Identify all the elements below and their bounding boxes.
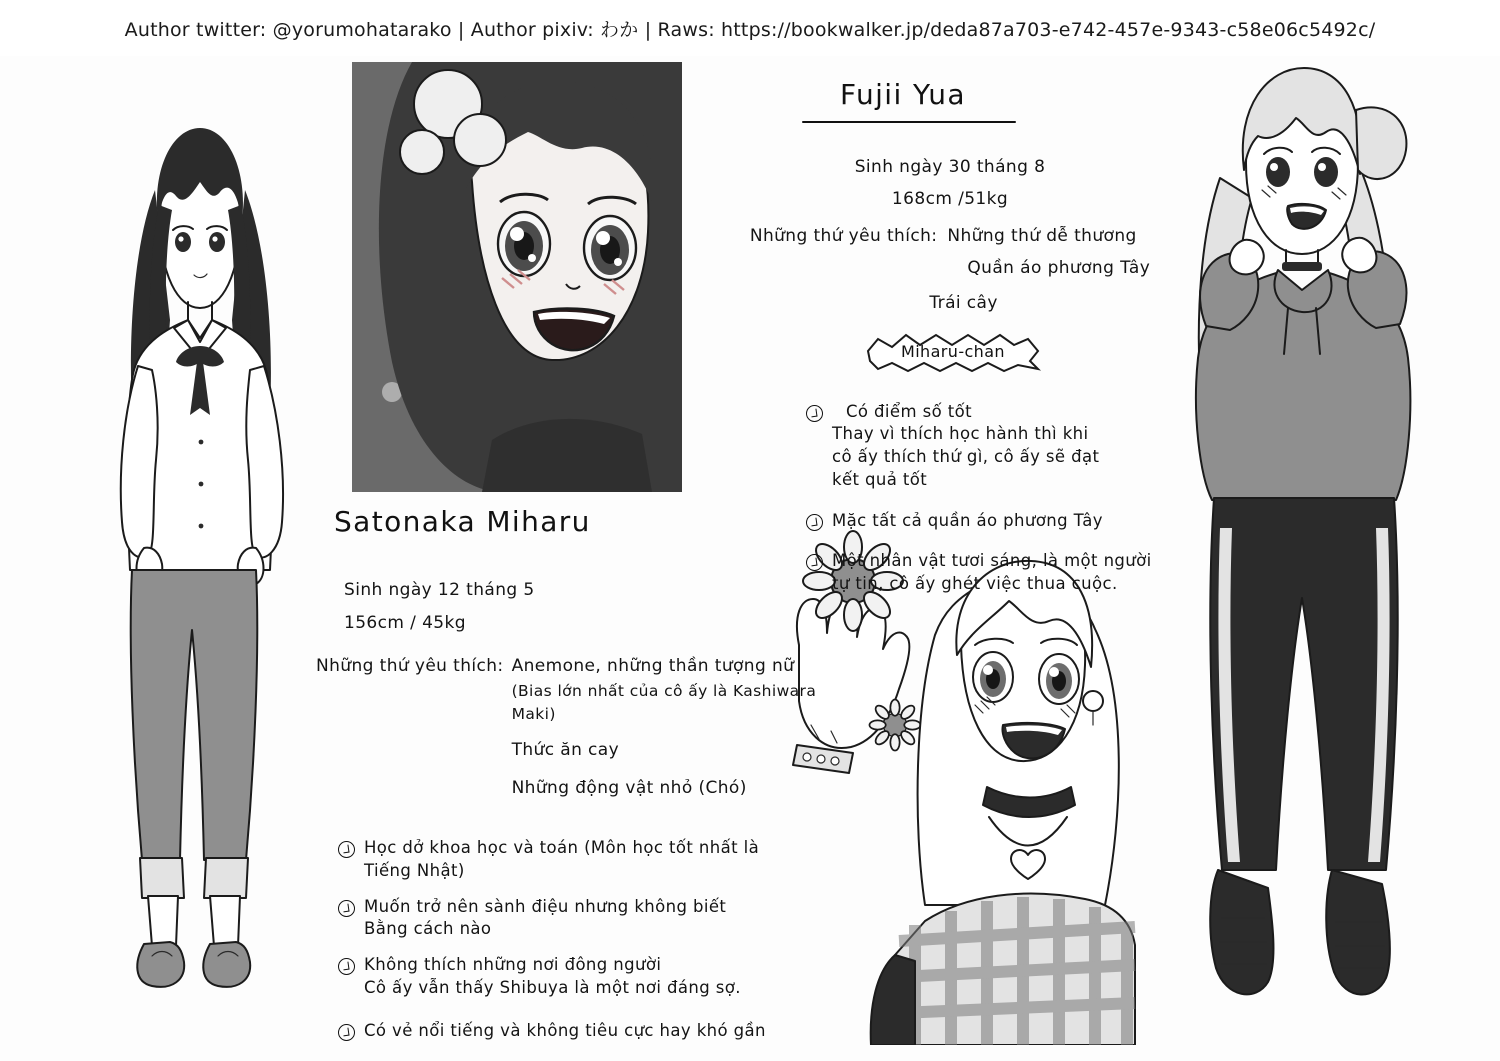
yua-note-2-line-0: Một nhân vật tươi sáng, là một người	[832, 551, 1152, 571]
check-circle-icon	[806, 514, 823, 531]
list-item	[338, 896, 786, 942]
miharu-note-1-line-1: Bằng cách nào	[364, 919, 492, 939]
miharu-like-0: Anemone, những thần tượng nữ	[511, 656, 795, 676]
miharu-like-3: Thức ăn cay	[511, 740, 620, 760]
yua-notes-list	[806, 401, 1160, 596]
miharu-note-0-line-0: Học dở khoa học và toán (Môn học tốt nhất là	[364, 838, 760, 857]
miharu-birthday: Sinh ngày 12 tháng 5	[344, 580, 535, 600]
speech-bubble-text: Miharu-chan	[901, 341, 1005, 361]
miharu-like-4: Những động vật nhỏ (Chó)	[511, 777, 747, 798]
miharu-note-1-line-0: Muốn trở nên sành điệu nhưng không biết	[364, 896, 727, 916]
artwork-yua-full-body	[1160, 58, 1480, 1048]
yua-birthday: Sinh ngày 30 tháng 8	[854, 157, 1046, 177]
list-item	[806, 550, 1160, 596]
yua-note-0-line-0: Có điểm số tốt	[846, 401, 972, 421]
list-item	[338, 1020, 786, 1043]
yua-like-1: Quần áo phương Tây	[967, 257, 1151, 278]
list-item	[806, 401, 1160, 492]
miharu-note-2-line-1: Cô ấy vẫn thấy Shibuya là một nơi đáng sợ.	[364, 977, 741, 997]
yua-like-2: Trái cây	[929, 293, 998, 313]
credit-text: Author twitter: @yorumohatarako | Author pixiv: わか | Raws: https://bookwalker.jp/deda87a703-e742-457e-9343-c58e06c5492c/	[124, 18, 1376, 41]
miharu-note-2-line-0: Không thích những nơi đông người	[364, 955, 662, 975]
speech-bubble-miharu-chan	[858, 331, 1048, 373]
check-circle-icon	[338, 900, 355, 917]
list-item	[806, 510, 1160, 533]
miharu-like-1: (Bias lớn nhất của cô ấy là Kashiwara	[511, 681, 817, 700]
miharu-like-2: Maki)	[511, 704, 556, 723]
check-circle-icon	[806, 405, 823, 422]
miharu-likes-label: Những thứ yêu thích:	[316, 656, 504, 676]
miharu-note-3-line-0: Có vẻ nổi tiếng và không tiêu cực hay khó gần	[364, 1020, 766, 1040]
yua-note-0-line-1: Thay vì thích học hành thì khi	[832, 424, 1089, 444]
check-circle-icon	[806, 554, 823, 571]
name-underline-yua	[802, 121, 1016, 123]
character-name-yua: Fujii Yua	[840, 78, 966, 111]
yua-note-0-line-3: kết quả tốt	[832, 469, 928, 489]
yua-note-1-line-0: Mặc tất cả quần áo phương Tây	[832, 510, 1103, 530]
check-circle-icon	[338, 841, 355, 858]
yua-likes-label: Những thứ yêu thích:	[749, 226, 938, 246]
check-circle-icon	[338, 1024, 355, 1041]
character-block-yua	[740, 78, 1160, 609]
yua-note-0-line-2: cô ấy thích thứ gì, cô ấy sẽ đạt	[832, 447, 1100, 467]
yua-like-0: Những thứ dễ thương	[947, 226, 1137, 246]
miharu-note-0-line-1: Tiếng Nhật)	[364, 860, 465, 880]
character-name-miharu: Satonaka Miharu	[334, 505, 591, 538]
character-block-miharu	[316, 505, 817, 1055]
list-item	[338, 954, 786, 1000]
yua-note-2-line-1: tự tin, cô ấy ghét việc thua cuộc.	[832, 574, 1118, 594]
list-item	[338, 837, 786, 883]
yua-measurements: 168cm /51kg	[891, 188, 1009, 209]
miharu-measurements: 156cm / 45kg	[344, 612, 466, 633]
miharu-notes-list	[338, 837, 786, 1042]
check-circle-icon	[338, 958, 355, 975]
artwork-miharu-full-body	[60, 70, 340, 1030]
credit-bar	[0, 0, 1500, 56]
artwork-miharu-face-panel	[352, 62, 682, 492]
